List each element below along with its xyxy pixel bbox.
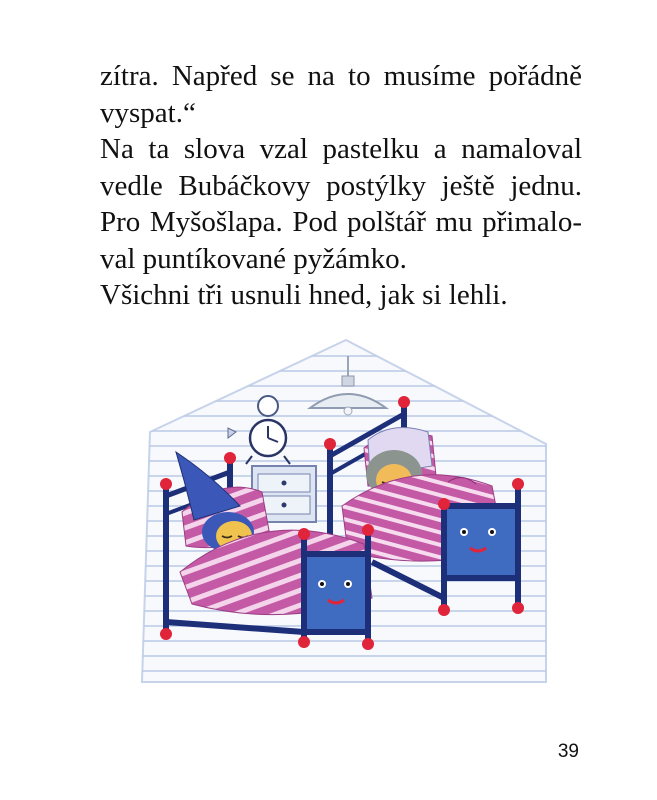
text-line: vedle Bubáčkovy postýlky ještě jednu.	[100, 169, 582, 202]
story-text	[100, 58, 582, 314]
text-line: Na ta slova vzal pastelku a namaloval	[100, 133, 582, 165]
text-line: val puntíkované pyžámko.	[100, 242, 407, 275]
text-line: zítra. Napřed se na to musíme pořádně	[100, 60, 582, 92]
text-line: Pro Myšošlapa. Pod polštář mu přimalo-	[100, 206, 582, 238]
bedroom-illustration	[132, 336, 564, 686]
text-line: Všichni tři usnuli hned, jak si lehli.	[100, 279, 508, 311]
page-number: 39	[557, 741, 579, 762]
text-line: vyspat.“	[100, 96, 196, 129]
